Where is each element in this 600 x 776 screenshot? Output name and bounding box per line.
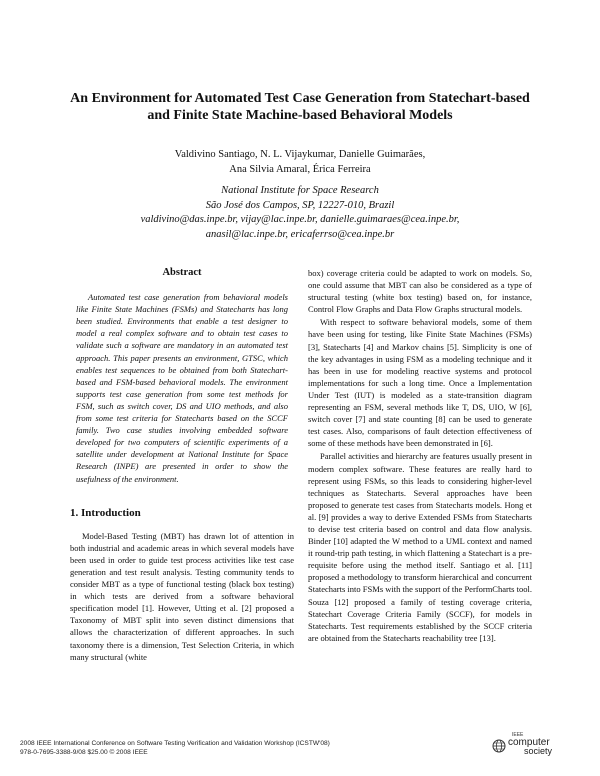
title-line-1: An Environment for Automated Test Case Generation from Statechart-based [70,91,530,106]
left-column [70,267,294,664]
abstract-text: Automated test case generation from behavioral models like Finite State Machines (FSMs) and Statecharts has long been studied. Environments that enable a test designer to model a real complex software and to obtain test cases to validate such a software are mandatory in an automated test approach. This paper presents an environment, GTSC, which enables test sequences to be obtained from both Statechart-based and FSM-based behavioral models. The environment supports test case generation from some test methods for FSM, such as switch cover, DS and UIO methods, and also from some test criteria for Statecharts based on the SCCF family. Two case studies involving embedded software developed for two computers of scientific experiments of a satellite under development at National Institute for Space Research (INPE) are presented in order to show the usefulness of the environment. [76,292,288,484]
title-line-2: and Finite State Machine-based Behavioral Models [147,108,453,123]
footer-isbn: 978-0-7695-3388-9/08 $25.00 © 2008 IEEE [20,749,148,756]
introduction-paragraph-1: Model-Based Testing (MBT) has drawn lot of attention in both industrial and academic areas in which several models have been used in order to guide test process activities like test case generation and test result analysis. Testing community tends to consider MBT as a type of functional testing (black box testing) in which tests are derived from a software behavioral specification model [1]. However, Utting et al. [2] proposed a Taxonomy of MBT split into seven distinct dimensions that allows the characterization of different approaches. In such taxonomy there is a dimension, Test Selection Criteria, in which many structural (white [70,530,294,662]
affiliation-address: São José dos Campos, SP, 12227-010, Brazil [205,199,395,211]
affiliation-institute: National Institute for Space Research [221,185,379,196]
affiliation-block [40,184,560,242]
page-footer [20,739,330,757]
right-paragraph-behavioral-models: With respect to software behavioral models, some of them have been using for testing, like Finite State Machines (FSMs) [3], Statecharts [4] and Markov chains [5]. Simplicity is one of the key advantages in using FSM as a modeling technique and it has been in use for modeling reactive systems and protocol implementations for such a long time. Once a Implementation Under Test (IUT) is modeled as a state-transition diagram representing an FSM, several methods like T, DS, UIO, W [6], switch cover [7] and state counting [8] can be used to generate test cases. Also, comparisons of fault detection effectiveness of some of these methods have been demonstrated in [6]. [308,317,532,449]
globe-icon [492,739,506,753]
authors-line-2: Ana Silvia Amaral, Érica Ferreira [229,163,371,175]
footer-conference: 2008 IEEE International Conference on Software Testing Verification and Validation Workshop (ICSTW'08) [20,740,330,747]
logo-ieee-text: IEEE [512,732,524,738]
author-list [40,148,560,177]
introduction-heading: 1. Introduction [70,506,141,519]
right-column [308,267,532,645]
ieee-computer-society-logo [490,732,570,756]
affiliation-emails-1: valdivino@das.inpe.br, vijay@lac.inpe.br, danielle.guimaraes@cea.inpe.br, [140,214,460,225]
paper-title [40,90,560,124]
logo-computer-text: computer [508,737,550,748]
affiliation-emails-2: anasil@lac.inpe.br, ericaferrso@cea.inpe.br [205,228,395,240]
authors-line-1: Valdivino Santiago, N. L. Vijaykumar, Danielle Guimarães, [174,149,426,160]
abstract-heading: Abstract [162,267,202,278]
right-paragraph-parallel-activities: Parallel activities and hierarchy are features usually present in modern complex software. These features are really hard to represent using FSMs, so this leads to considering higher-level techniques as Statecharts. Several approaches have been proposed to generate test cases from Statecharts models. Hong et al. [9] provides a way to derive Extended FSMs from Statecharts to devise test criteria based on control and data flow analysis. Binder [10] adapted the W method to a UML context and named it round-trip path testing, in which flattening a Statechart is a pre-requisite before using the method itself. Santiago et al. [11] proposed a methodology to transform hierarchical and concurrent Statecharts into FSMs with the support of the PerformCharts tool. Souza [12] proposed a family of testing coverage criteria, Statechart Coverage Criteria Family (SCCF), for models in Statecharts. Test requirements established by the SCCF criteria are obtained from the Statecharts reachability tree [13]. [308,451,532,643]
logo-society-text: society [524,746,553,756]
right-paragraph-continued: box) coverage criteria could be adapted to work on models. So, one could assume that MBT can also be considered as a type of structural testing (white box testing) based on, for instance, Control Flow Graphs and Data Flow Graphs structural models. [308,268,532,315]
